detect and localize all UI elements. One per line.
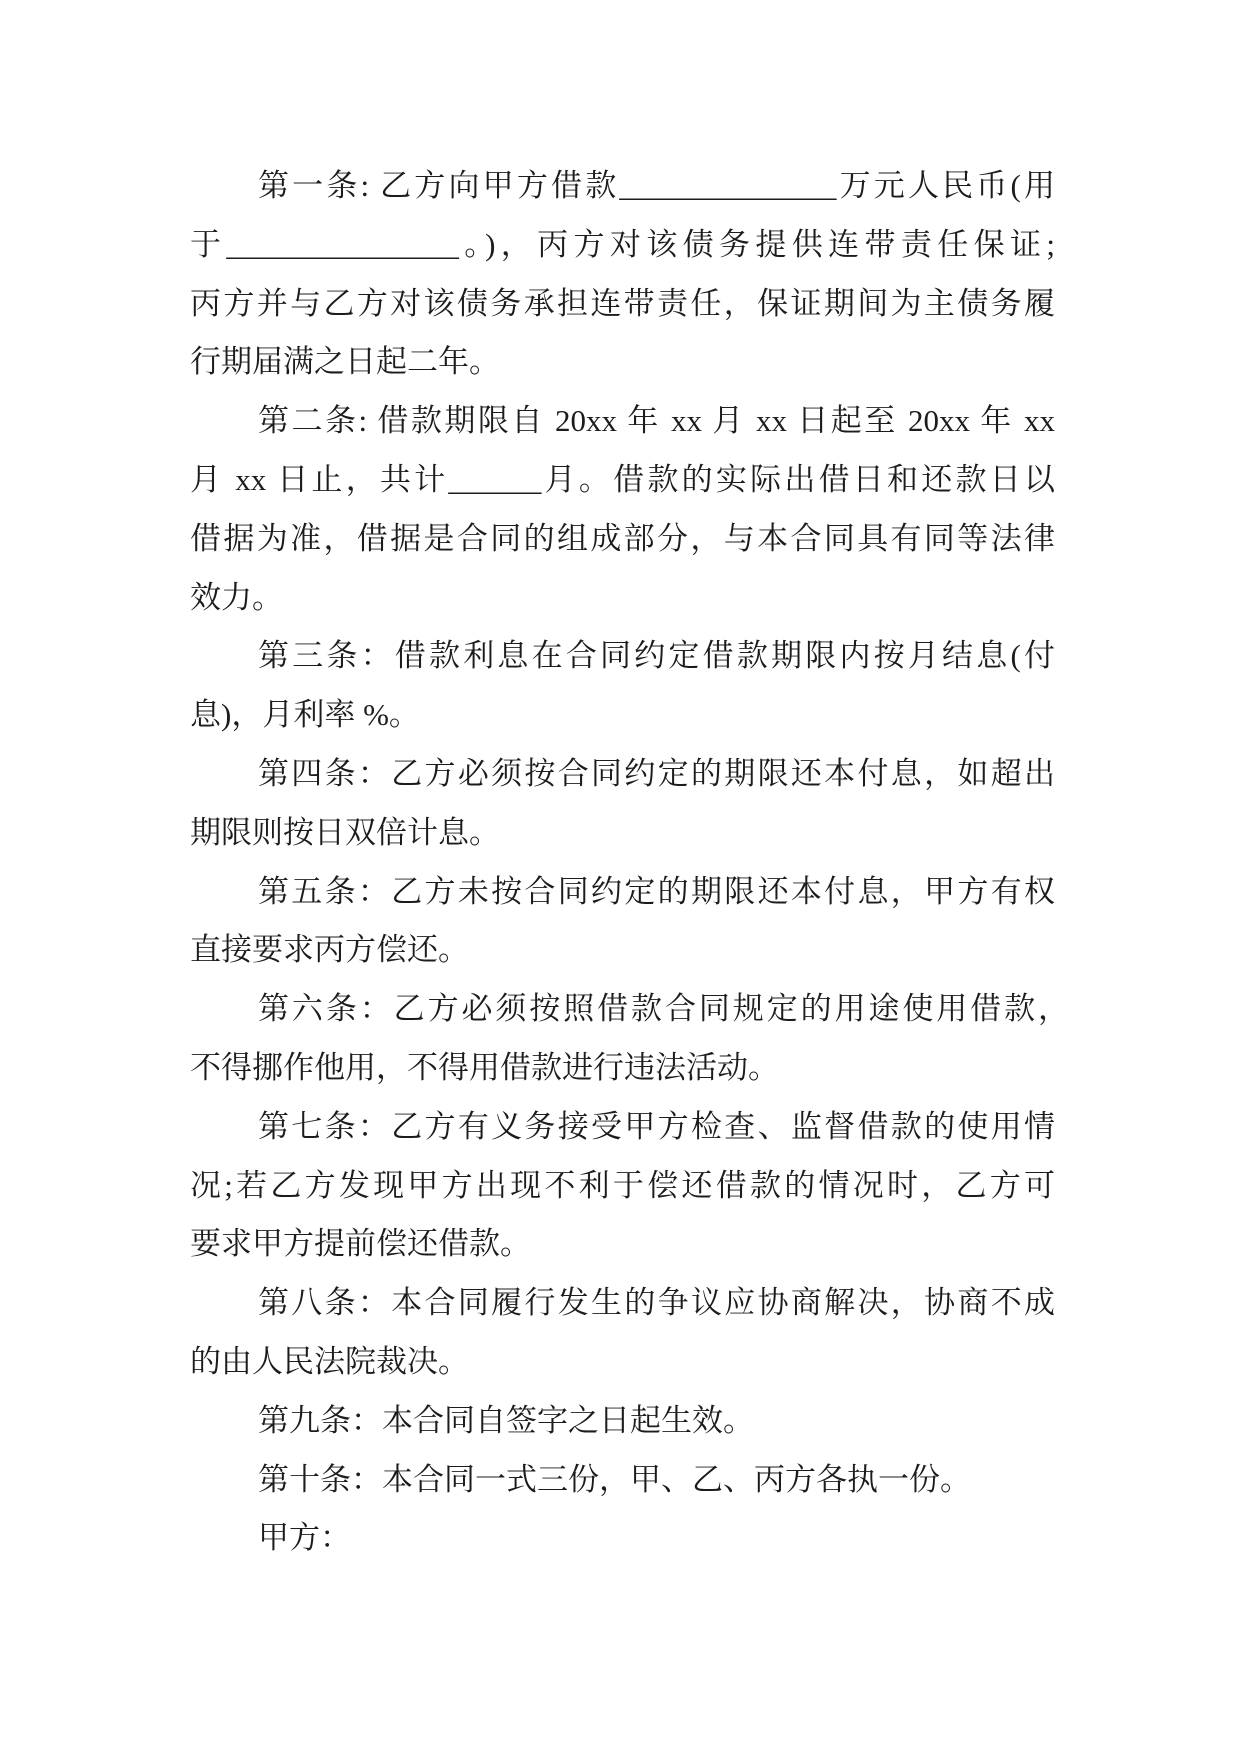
article-line: 直接要求丙方偿还。 xyxy=(190,932,469,968)
article-line: 况;若乙方发现甲方出现不利于偿还借款的情况时，乙方可 xyxy=(190,1167,1055,1203)
article-line: 第三条：借款利息在合同约定借款期限内按月结息(付 xyxy=(258,638,1055,674)
article-line: 第九条：本合同自签字之日起生效。 xyxy=(258,1402,754,1438)
article-9 xyxy=(190,1392,1055,1451)
party-a-signature-label: 甲方： xyxy=(258,1520,351,1556)
article-3 xyxy=(190,627,1055,745)
article-line: 丙方并与乙方对该债务承担连带责任，保证期间为主债务履 xyxy=(190,285,1055,321)
article-2 xyxy=(190,392,1055,627)
article-line: 借据为准，借据是合同的组成部分，与本合同具有同等法律 xyxy=(190,520,1055,556)
article-line: 月 xx 日止，共计______月。借款的实际出借日和还款日以 xyxy=(190,461,1055,497)
article-line: 的由人民法院裁决。 xyxy=(190,1343,469,1379)
article-line: 第六条：乙方必须按照借款合同规定的用途使用借款， xyxy=(258,991,1069,1027)
article-line: 于_______________。)，丙方对该债务提供连带责任保证; xyxy=(190,226,1055,262)
article-line: 行期届满之日起二年。 xyxy=(190,344,500,380)
article-line: 期限则按日双倍计息。 xyxy=(190,814,500,850)
article-8 xyxy=(190,1274,1055,1392)
article-line: 息)，月利率 %。 xyxy=(190,697,420,733)
article-line: 第七条：乙方有义务接受甲方检查、监督借款的使用情 xyxy=(258,1108,1055,1144)
article-line: 第八条：本合同履行发生的争议应协商解决，协商不成 xyxy=(258,1285,1055,1321)
article-line: 第四条：乙方必须按合同约定的期限还本付息，如超出 xyxy=(258,755,1055,791)
article-line: 第一条: 乙方向甲方借款______________万元人民币(用 xyxy=(258,168,1055,203)
article-7 xyxy=(190,1098,1055,1274)
article-4 xyxy=(190,745,1055,863)
article-line: 第五条：乙方未按合同约定的期限还本付息，甲方有权 xyxy=(258,873,1055,909)
article-line: 效力。 xyxy=(190,579,283,615)
article-10 xyxy=(190,1451,1055,1510)
contract-body xyxy=(190,157,1069,1568)
article-6 xyxy=(190,980,1069,1098)
article-line: 要求甲方提前偿还借款。 xyxy=(190,1226,531,1262)
article-line: 不得挪作他用，不得用借款进行违法活动。 xyxy=(190,1049,779,1085)
article-line: 第十条：本合同一式三份，甲、乙、丙方各执一份。 xyxy=(258,1461,971,1497)
article-1 xyxy=(190,157,1055,392)
article-5 xyxy=(190,863,1055,981)
article-line: 第二条: 借款期限自 20xx 年 xx 月 xx 日起至 20xx 年 xx xyxy=(258,403,1055,439)
